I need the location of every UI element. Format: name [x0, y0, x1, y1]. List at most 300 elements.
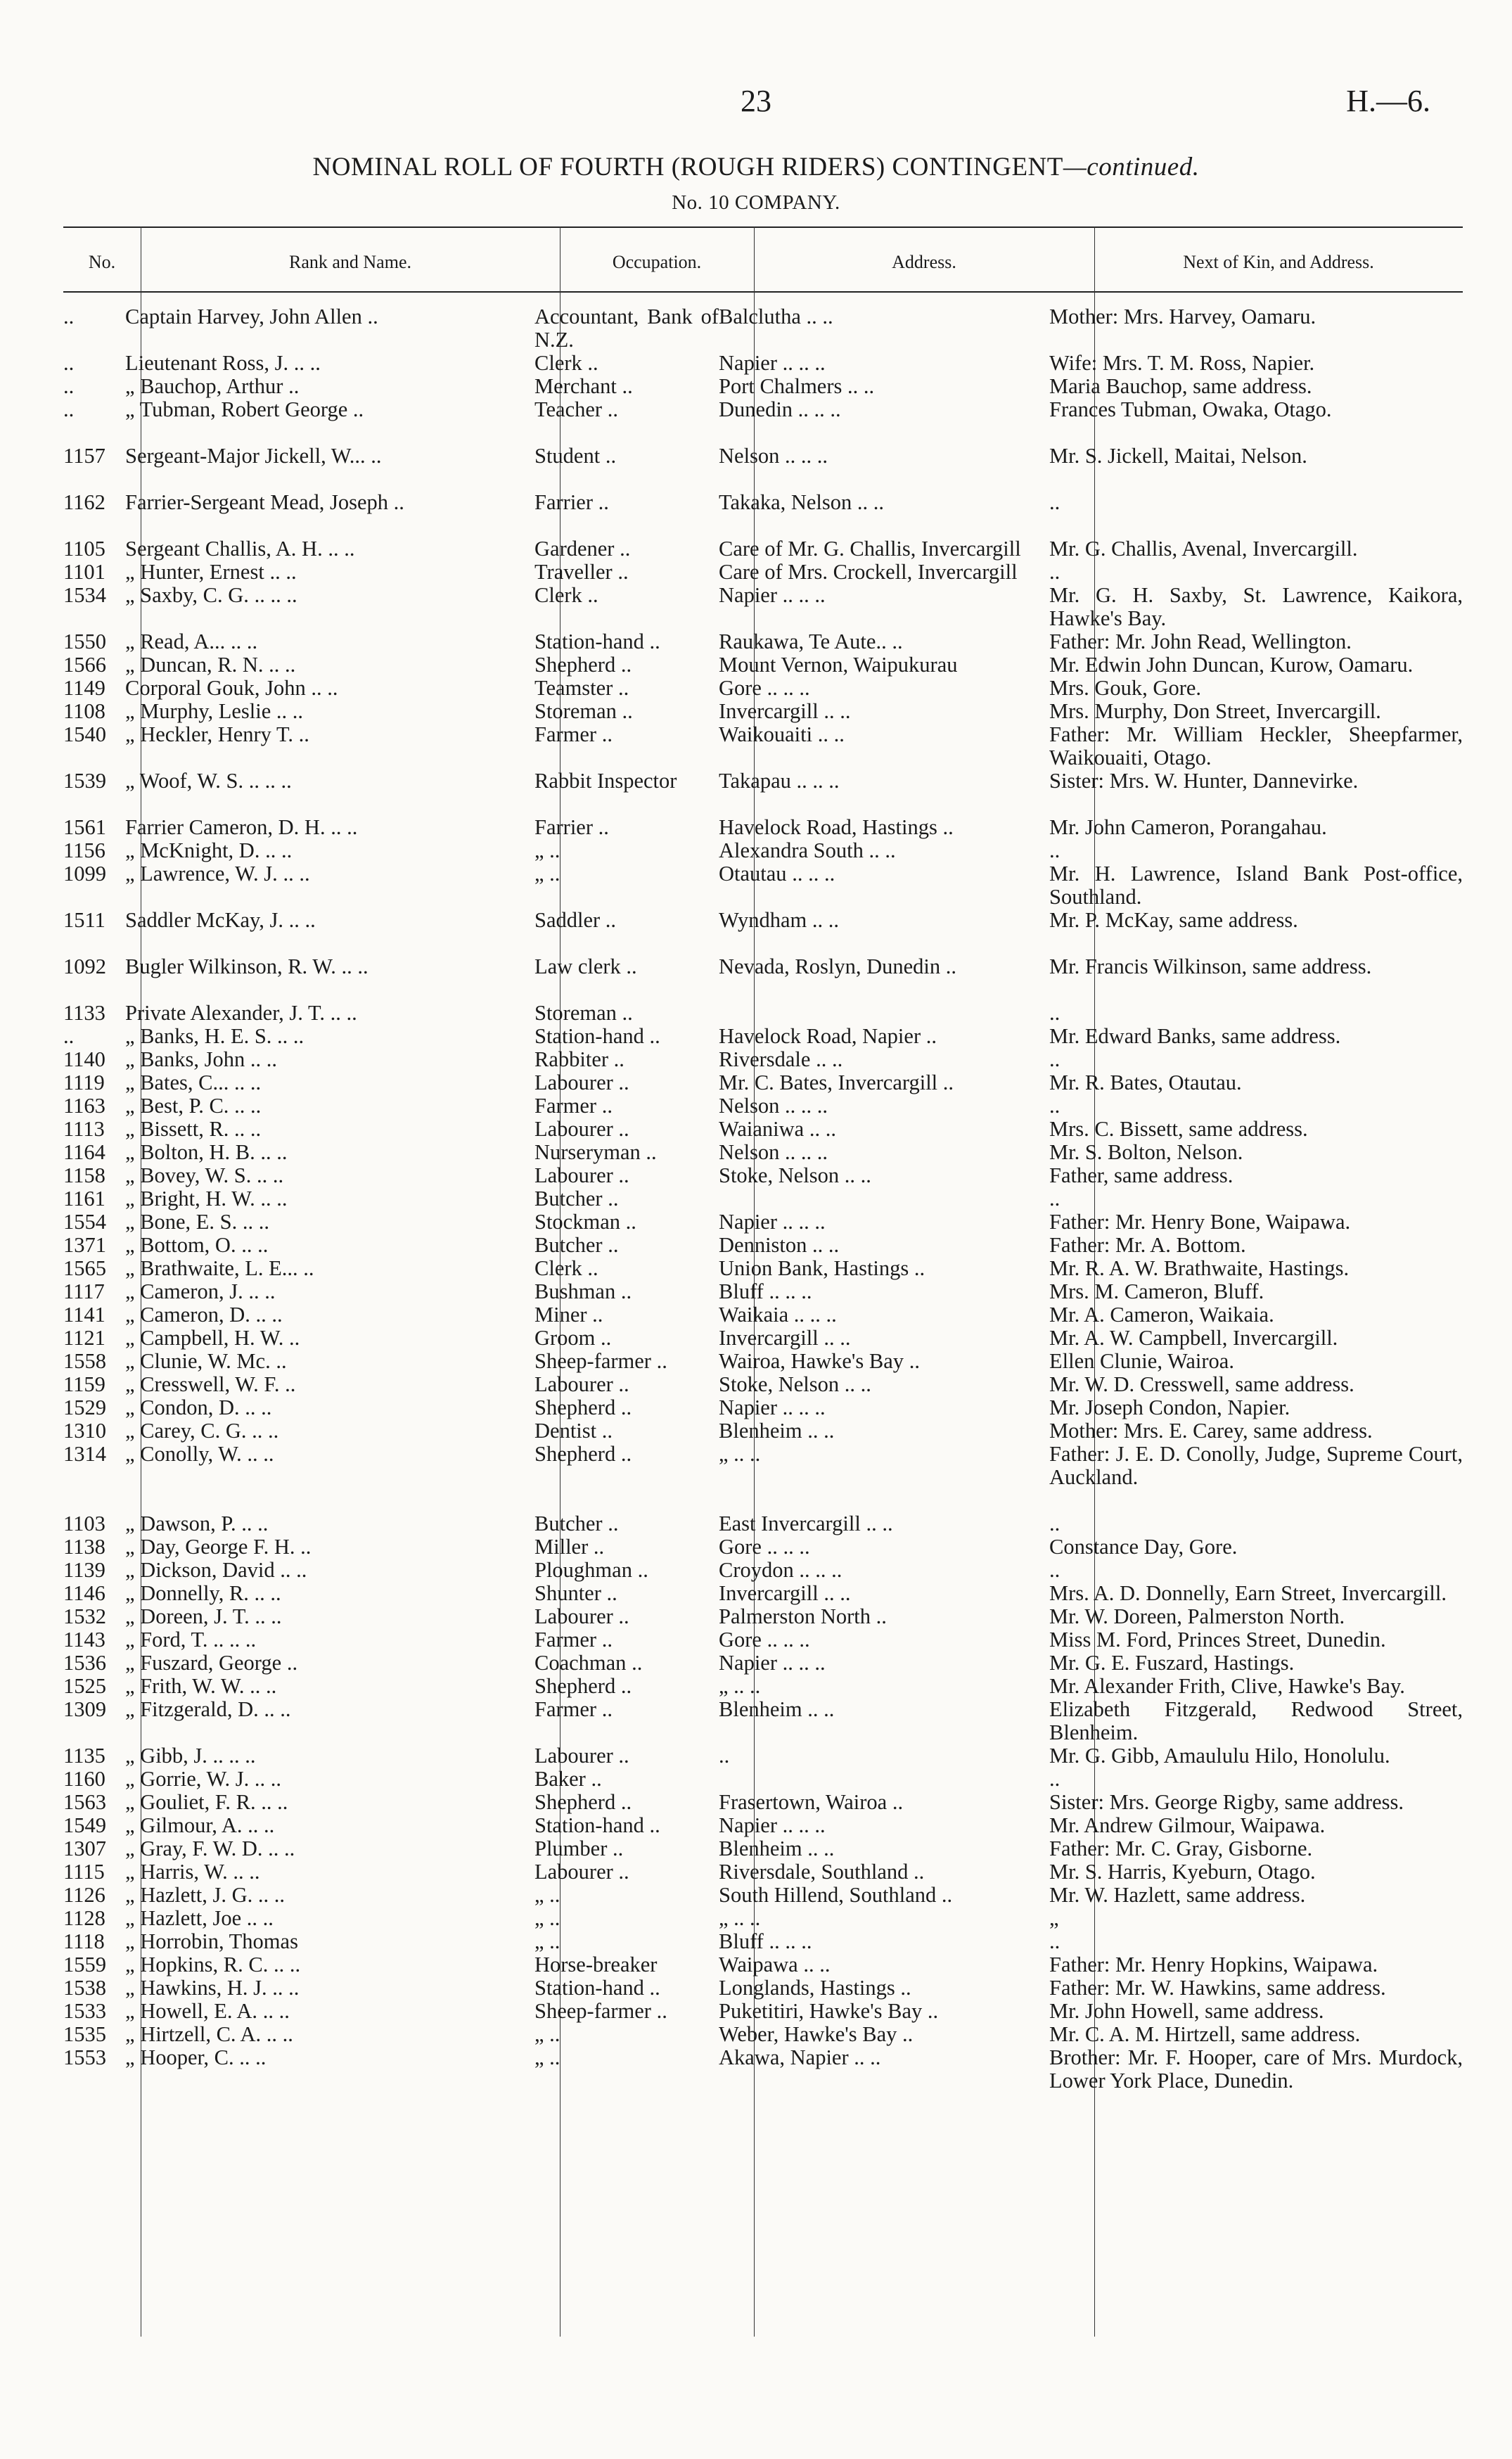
address-line	[719, 955, 1049, 978]
rank-and-name-text: „ Gray, F. W. D.	[125, 1837, 263, 1860]
address-cell	[719, 1953, 1049, 1976]
rank-and-name-cell	[125, 1303, 534, 1327]
next-of-kin-cell	[1049, 1396, 1463, 1419]
address-line	[719, 862, 1049, 886]
occupation-line	[534, 1628, 719, 1652]
address-dots: ..	[945, 954, 956, 978]
next-of-kin-text: Mr. John Howell, same address.	[1049, 2000, 1324, 2023]
occupation-dots: ..	[622, 375, 633, 398]
occupation-cell	[534, 1930, 719, 1953]
occupation-dots: ..	[592, 1303, 603, 1327]
address-dots: .. ..	[807, 1837, 835, 1860]
address-text: „	[719, 1443, 729, 1466]
rank-and-name-cell	[125, 421, 534, 468]
next-of-kin-cell	[1049, 653, 1463, 677]
next-of-kin-text: Mr. A. Cameron, Waikaia.	[1049, 1303, 1274, 1327]
rank-and-name-cell	[125, 1628, 534, 1652]
next-of-kin-text: Sister: Mrs. George Rigby, same address.	[1049, 1791, 1404, 1814]
rank-and-name-line	[125, 2046, 534, 2069]
occupation-line	[534, 1652, 719, 1675]
occupation-line	[534, 1791, 719, 1814]
occupation-cell	[534, 1814, 719, 1837]
occupation-line	[534, 2023, 719, 2046]
occupation-line	[534, 2046, 719, 2069]
rank-and-name-line	[125, 1048, 534, 1071]
address-text: Blenheim	[719, 1698, 802, 1721]
next-of-kin-text: Father: Mr. W. Hawkins, same address.	[1049, 1976, 1386, 2000]
row-number-text: 1538	[63, 1976, 106, 2000]
table-row	[63, 1234, 1463, 1257]
rank-and-name-cell	[125, 2000, 534, 2023]
rank-and-name-cell	[125, 1211, 534, 1234]
table-row	[63, 1118, 1463, 1141]
occupation-cell	[534, 514, 719, 561]
row-number-cell	[63, 1628, 125, 1652]
row-number-cell	[63, 1489, 125, 1535]
next-of-kin-text: Miss M. Ford, Princes Street, Dunedin.	[1049, 1628, 1386, 1652]
next-of-kin-cell	[1049, 1164, 1463, 1187]
next-of-kin-text: Mr. C. A. M. Hirtzell, same address.	[1049, 2023, 1361, 2046]
occupation-cell	[534, 1628, 719, 1652]
occupation-text: Miller	[534, 1535, 589, 1559]
row-number-cell	[63, 352, 125, 375]
occupation-line	[534, 1118, 719, 1141]
table-row	[63, 1907, 1463, 1930]
address-text: Care of Mrs. Crockell, Invercargill	[719, 561, 1018, 584]
address-dots: .. ..	[824, 1582, 851, 1605]
occupation-text: Clerk	[534, 352, 582, 375]
address-dots: ..	[942, 815, 954, 839]
occupation-cell	[534, 1582, 719, 1605]
rank-and-name-cell	[125, 1071, 534, 1094]
address-dots: ..	[942, 1071, 954, 1094]
rank-and-name-line	[125, 1652, 534, 1675]
rank-and-name-text: Farrier Cameron, D. H.	[125, 815, 326, 839]
row-number-text: 1511	[63, 909, 105, 932]
address-text: Bluff	[719, 1930, 764, 1953]
occupation-text: Station-hand	[534, 1976, 644, 2000]
next-of-kin-text: Mrs. A. D. Donnelly, Earn Street, Invercargill.	[1049, 1582, 1447, 1605]
rank-and-name-dots: .. ..	[246, 1907, 274, 1930]
occupation-text: Labourer	[534, 1164, 613, 1187]
next-of-kin-cell	[1049, 1118, 1463, 1141]
address-text: Otautau	[719, 862, 787, 886]
occupation-dots: ..	[549, 839, 560, 862]
table-row	[63, 1559, 1463, 1582]
next-of-kin-text: Mr. R. Bates, Otautau.	[1049, 1071, 1242, 1094]
address-cell	[719, 1048, 1049, 1071]
rank-and-name-cell	[125, 700, 534, 723]
occupation-cell	[534, 2046, 719, 2093]
occupation-line	[534, 1327, 719, 1350]
address-dots: .. ..	[809, 1118, 836, 1141]
next-of-kin-cell	[1049, 1257, 1463, 1280]
address-cell	[719, 514, 1049, 561]
row-number-cell	[63, 677, 125, 700]
rank-and-name-text: Sergeant-Major Jickell, W...	[125, 444, 366, 468]
row-number-cell	[63, 1373, 125, 1396]
table-row	[63, 909, 1463, 932]
rank-and-name-cell	[125, 584, 534, 630]
rank-and-name-cell	[125, 1280, 534, 1303]
address-dots: ..	[892, 1791, 904, 1814]
row-number-cell	[63, 909, 125, 932]
occupation-line	[534, 1559, 719, 1582]
table-row	[63, 1141, 1463, 1164]
address-line	[719, 1094, 1049, 1118]
next-of-kin-cell	[1049, 1187, 1463, 1211]
roll-body	[63, 305, 1463, 2093]
row-number-text: 1141	[63, 1303, 105, 1327]
occupation-cell	[534, 1025, 719, 1048]
next-of-kin-text: ..	[1049, 1048, 1061, 1071]
address-cell	[719, 677, 1049, 700]
rank-and-name-text: „ Tubman, Robert George	[125, 398, 348, 421]
rank-and-name-dots: .. ..	[276, 700, 303, 723]
address-text: Wairoa, Hawke's Bay	[719, 1350, 904, 1373]
occupation-text: Shepherd	[534, 1396, 616, 1419]
address-cell	[719, 1234, 1049, 1257]
rank-and-name-line	[125, 2000, 534, 2023]
next-of-kin-text: Father, same address.	[1049, 1164, 1234, 1187]
rank-and-name-cell	[125, 1953, 534, 1976]
row-number-text: 1108	[63, 700, 105, 723]
next-of-kin-text: Mr. R. A. W. Brathwaite, Hastings.	[1049, 1257, 1350, 1280]
address-cell	[719, 1211, 1049, 1234]
rank-and-name-dots: .. ..	[269, 653, 296, 677]
next-of-kin-cell	[1049, 1327, 1463, 1350]
address-dots: .. .. ..	[769, 1280, 812, 1303]
table-row	[63, 1976, 1463, 2000]
address-cell	[719, 1257, 1049, 1280]
rank-and-name-cell	[125, 1048, 534, 1071]
rank-and-name-cell	[125, 1327, 534, 1350]
address-dots: .. ..	[807, 1419, 835, 1443]
occupation-cell	[534, 1837, 719, 1860]
next-of-kin-text: ..	[1049, 1768, 1061, 1791]
occupation-text: Station-hand	[534, 630, 644, 653]
rank-and-name-line	[125, 1303, 534, 1327]
address-text: Napier	[719, 1396, 777, 1419]
address-cell	[719, 723, 1049, 769]
address-line	[719, 1234, 1049, 1257]
occupation-dots: ..	[587, 1257, 598, 1280]
next-of-kin-cell	[1049, 2000, 1463, 2023]
address-line	[719, 1164, 1049, 1187]
rank-and-name-cell	[125, 1814, 534, 1837]
rank-and-name-dots: .. ..	[262, 2000, 290, 2023]
row-number-text: ..	[63, 1025, 75, 1048]
rank-and-name-line	[125, 491, 534, 514]
address-text: Nelson	[719, 1141, 780, 1164]
occupation-dots: ..	[620, 1791, 632, 1814]
rank-and-name-text: Lieutenant Ross, J.	[125, 352, 289, 375]
rank-and-name-text: „ Bovey, W. S.	[125, 1164, 252, 1187]
occupation-cell	[534, 909, 719, 932]
address-cell	[719, 932, 1049, 978]
rank-and-name-cell	[125, 1419, 534, 1443]
row-number-text: 1540	[63, 723, 106, 746]
next-of-kin-text: ..	[1049, 1512, 1061, 1535]
row-number-text: 1113	[63, 1118, 105, 1141]
address-text: Takapau	[719, 769, 791, 793]
rank-and-name-line	[125, 1582, 534, 1605]
rank-and-name-text: „ Banks, H. E. S.	[125, 1025, 272, 1048]
occupation-text: Clerk	[534, 584, 582, 607]
occupation-text: Butcher	[534, 1234, 603, 1257]
rank-and-name-line	[125, 653, 534, 677]
rank-and-name-cell	[125, 375, 534, 398]
address-line	[719, 1582, 1049, 1605]
rank-and-name-dots: .. ..	[252, 1419, 279, 1443]
next-of-kin-text: Father: Mr. A. Bottom.	[1049, 1234, 1246, 1257]
occupation-cell	[534, 468, 719, 514]
occupation-cell	[534, 978, 719, 1025]
rank-and-name-text: „ Bolton, H. B.	[125, 1141, 255, 1164]
address-dots: .. ..	[803, 1953, 831, 1976]
address-line	[719, 305, 1049, 328]
row-number-cell	[63, 1976, 125, 2000]
rank-and-name-cell	[125, 1884, 534, 1907]
occupation-dots: ..	[549, 2046, 560, 2069]
rank-and-name-text: „ Conolly, W.	[125, 1443, 242, 1466]
rank-and-name-cell	[125, 2023, 534, 2046]
next-of-kin-cell	[1049, 1303, 1463, 1327]
next-of-kin-cell	[1049, 514, 1463, 561]
occupation-text: „	[534, 839, 544, 862]
rank-and-name-cell	[125, 932, 534, 978]
rank-and-name-dots: .. ..	[250, 1048, 278, 1071]
rank-and-name-cell	[125, 1675, 534, 1698]
rank-and-name-text: „ Heckler, Henry T.	[125, 723, 293, 746]
address-text: Akawa, Napier	[719, 2046, 849, 2069]
occupation-line	[534, 955, 719, 978]
rank-and-name-line	[125, 398, 534, 421]
address-cell	[719, 2000, 1049, 2023]
occupation-dots: ..	[612, 1837, 624, 1860]
occupation-cell	[534, 2023, 719, 2046]
occupation-text: Stockman	[534, 1211, 620, 1234]
rank-and-name-cell	[125, 305, 534, 352]
column-header-occupation: Occupation.	[612, 252, 702, 272]
occupation-text: Baker	[534, 1768, 586, 1791]
rank-and-name-text: „ McKnight, D.	[125, 839, 260, 862]
rank-and-name-text: „ Clunie, W. Mc.	[125, 1350, 271, 1373]
rank-and-name-cell	[125, 1559, 534, 1582]
row-number-cell	[63, 1791, 125, 1814]
next-of-kin-cell	[1049, 1350, 1463, 1373]
address-text: Denniston	[719, 1234, 807, 1257]
occupation-dots: ..	[606, 1582, 617, 1605]
address-text: Mr. C. Bates, Invercargill	[719, 1071, 938, 1094]
address-cell	[719, 1071, 1049, 1094]
row-number-cell	[63, 1652, 125, 1675]
occupation-cell	[534, 1791, 719, 1814]
rank-and-name-text: „ Brathwaite, L. E...	[125, 1257, 298, 1280]
roll-rows	[63, 305, 1463, 2093]
next-of-kin-cell	[1049, 1048, 1463, 1071]
rank-and-name-dots: .. .. ..	[248, 769, 292, 793]
occupation-text: „	[534, 1884, 544, 1907]
occupation-cell	[534, 1048, 719, 1071]
rank-and-name-text: „ Fitzgerald, D.	[125, 1698, 259, 1721]
address-line	[719, 1907, 1049, 1930]
occupation-line	[534, 1884, 719, 1907]
address-dots: .. .. ..	[785, 444, 828, 468]
address-text: Frasertown, Wairoa	[719, 1791, 888, 1814]
next-of-kin-text: Ellen Clunie, Wairoa.	[1049, 1350, 1234, 1373]
row-number-cell	[63, 375, 125, 398]
address-text: Waipawa	[719, 1953, 798, 1976]
next-of-kin-text: Father: Mr. Henry Bone, Waipawa.	[1049, 1211, 1351, 1234]
occupation-text: Student	[534, 444, 601, 468]
address-line	[719, 1419, 1049, 1443]
address-dots: .. .. ..	[782, 352, 826, 375]
occupation-text: Shunter	[534, 1582, 601, 1605]
occupation-dots: ..	[622, 1001, 633, 1025]
rank-and-name-dots: .. ..	[255, 1303, 283, 1327]
address-dots: .. .. ..	[767, 677, 810, 700]
address-line	[719, 1350, 1049, 1373]
address-text: South Hillend, Southland	[719, 1884, 937, 1907]
address-dots: .. ..	[733, 1907, 761, 1930]
next-of-kin-cell	[1049, 1373, 1463, 1396]
address-text: Care of Mr. G. Challis, Invercargill	[719, 537, 1021, 561]
next-of-kin-cell	[1049, 1907, 1463, 1930]
occupation-line	[534, 1002, 719, 1025]
next-of-kin-text: Mr. John Cameron, Porangahau.	[1049, 815, 1327, 839]
row-number-text: 1550	[63, 630, 106, 653]
occupation-cell	[534, 723, 719, 769]
address-dots: ..	[719, 1744, 730, 1768]
occupation-line	[534, 1187, 719, 1211]
row-number-cell	[63, 1048, 125, 1071]
next-of-kin-text: Maria Bauchop, same address.	[1049, 375, 1312, 398]
row-number-text: 1117	[63, 1280, 105, 1303]
occupation-text: Saddler	[534, 909, 601, 932]
rank-and-name-text: „ Bissett, R.	[125, 1118, 229, 1141]
rank-and-name-line	[125, 1953, 534, 1976]
next-of-kin-text: Sister: Mrs. W. Hunter, Dannevirke.	[1049, 769, 1359, 793]
table-row	[63, 421, 1463, 468]
address-cell	[719, 1884, 1049, 1907]
occupation-text: Teamster	[534, 677, 613, 700]
rank-and-name-line	[125, 1118, 534, 1141]
address-cell	[719, 421, 1049, 468]
address-dots: .. ..	[812, 909, 839, 932]
address-dots: .. ..	[807, 1698, 835, 1721]
row-number-text: 1553	[63, 2046, 106, 2069]
next-of-kin-cell	[1049, 1419, 1463, 1443]
next-of-kin-text: Father: Mr. Henry Hopkins, Waipawa.	[1049, 1953, 1378, 1976]
occupation-line	[534, 1071, 719, 1094]
row-number-cell	[63, 421, 125, 468]
address-text: Napier	[719, 1814, 777, 1837]
address-line	[719, 1814, 1049, 1837]
rank-and-name-dots: .. ..	[330, 1001, 357, 1025]
occupation-line	[534, 1698, 719, 1721]
rank-and-name-text: „ Cresswell, W. F.	[125, 1373, 280, 1396]
occupation-dots: ..	[646, 1141, 657, 1164]
occupation-text: Bushman	[534, 1280, 616, 1303]
rank-and-name-line	[125, 1396, 534, 1419]
rank-and-name-text: „ Hirtzell, C. A.	[125, 2023, 262, 2046]
address-line	[719, 1698, 1049, 1721]
address-cell	[719, 1303, 1049, 1327]
rank-and-name-line	[125, 1187, 534, 1211]
address-dots: .. .. ..	[799, 1559, 843, 1582]
occupation-dots: ..	[632, 1652, 643, 1675]
next-of-kin-cell	[1049, 1976, 1463, 2000]
page-subtitle: No. 10 COMPANY.	[672, 191, 840, 214]
rank-and-name-cell	[125, 1768, 534, 1791]
rank-and-name-line	[125, 862, 534, 886]
address-dots: .. ..	[869, 839, 896, 862]
page-number: 23	[741, 84, 771, 118]
next-of-kin-text: ..	[1049, 490, 1061, 514]
address-line	[719, 630, 1049, 653]
address-cell	[719, 1094, 1049, 1118]
table-row	[63, 305, 1463, 352]
rank-and-name-line	[125, 839, 534, 862]
address-line	[719, 1837, 1049, 1860]
rank-and-name-dots: ..	[352, 398, 364, 421]
row-number-text: 1092	[63, 954, 106, 978]
row-number-cell	[63, 514, 125, 561]
rank-and-name-text: „ Carey, C. G.	[125, 1419, 247, 1443]
occupation-line	[534, 1582, 719, 1605]
address-line	[719, 816, 1049, 839]
rank-and-name-text: „ Fuszard, George	[125, 1652, 282, 1675]
address-text: Blenheim	[719, 1419, 802, 1443]
next-of-kin-cell	[1049, 1791, 1463, 1814]
row-number-cell	[63, 2000, 125, 2023]
occupation-line	[534, 1419, 719, 1443]
address-dots: .. .. ..	[782, 1814, 826, 1837]
rank-and-name-line	[125, 1327, 534, 1350]
address-cell	[719, 1814, 1049, 1837]
occupation-cell	[534, 932, 719, 978]
rank-and-name-dots: .. ..	[233, 1860, 260, 1884]
row-number-text: 1121	[63, 1327, 105, 1350]
occupation-cell	[534, 630, 719, 653]
table-row	[63, 1605, 1463, 1628]
address-cell	[719, 584, 1049, 630]
row-number-text: 1140	[63, 1048, 105, 1071]
occupation-text: Station-hand	[534, 1814, 644, 1837]
occupation-text: Accountant, Bank of N.Z.	[534, 305, 719, 352]
occupation-text: Storeman	[534, 1001, 617, 1025]
address-dots: .. ..	[847, 375, 875, 398]
rank-and-name-dots: .. ..	[288, 909, 316, 932]
occupation-dots: ..	[620, 1675, 632, 1698]
occupation-cell	[534, 1280, 719, 1303]
table-row	[63, 1094, 1463, 1118]
address-line	[719, 1303, 1049, 1327]
table-row	[63, 1396, 1463, 1419]
next-of-kin-cell	[1049, 1443, 1463, 1489]
address-cell	[719, 1930, 1049, 1953]
occupation-dots: ..	[598, 815, 609, 839]
occupation-cell	[534, 653, 719, 677]
rank-and-name-line	[125, 561, 534, 584]
occupation-dots: ..	[608, 1187, 619, 1211]
address-text: Napier	[719, 1652, 777, 1675]
rank-and-name-cell	[125, 909, 534, 932]
rank-and-name-dots: .. ..	[272, 1976, 300, 2000]
table-row	[63, 1327, 1463, 1350]
row-number-cell	[63, 398, 125, 421]
